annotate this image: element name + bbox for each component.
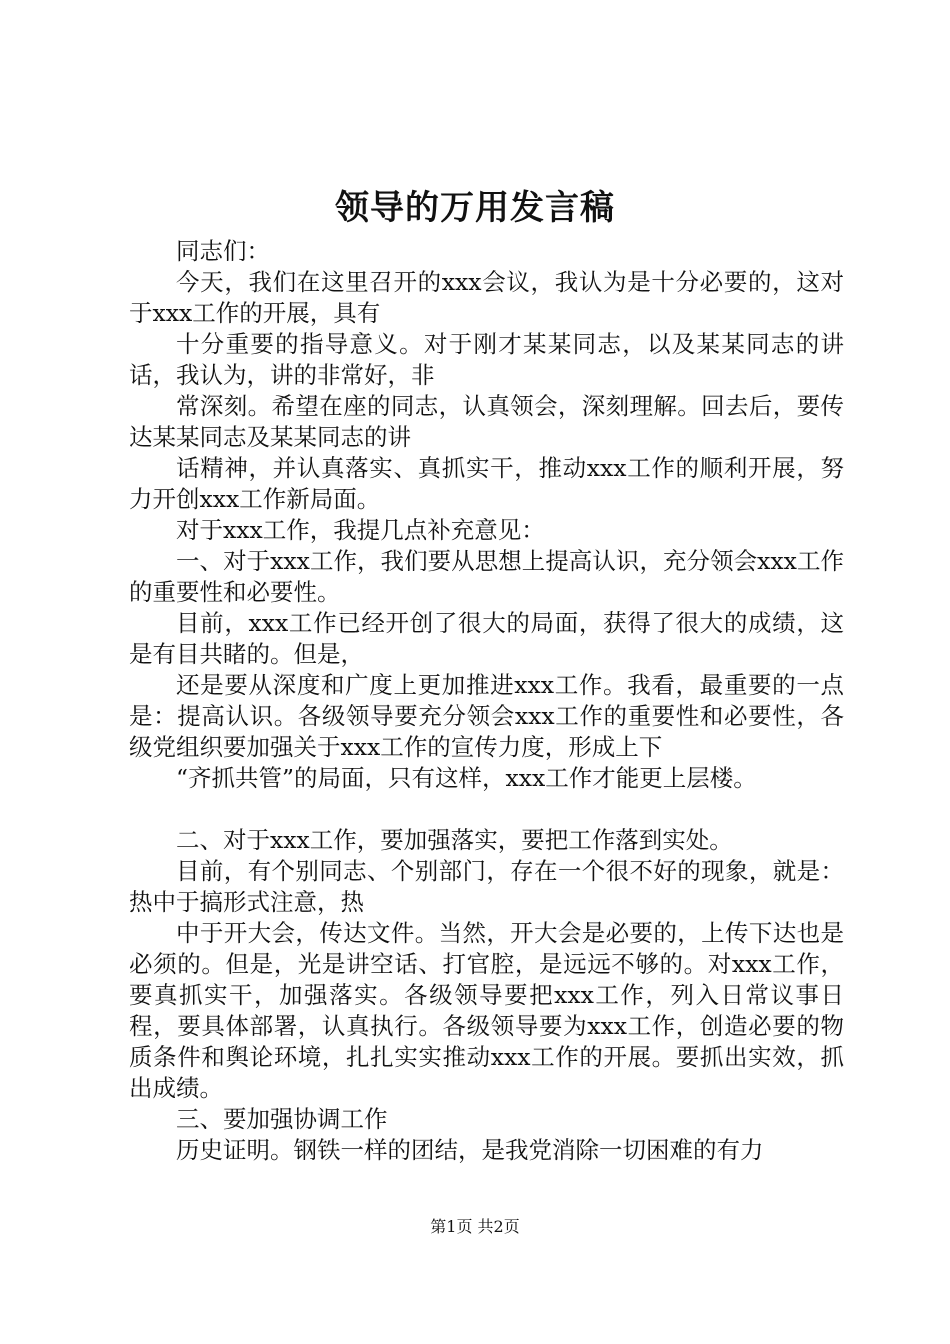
paragraph: 话精神，并认真落实、真抓实干，推动xxx工作的顺利开展，努力开创xxx工作新局面。 (129, 454, 844, 513)
paragraph: 历史证明。钢铁一样的团结，是我党消除一切困难的有力 (176, 1136, 764, 1164)
paragraph: 今天，我们在这里召开的xxx会议，我认为是十分必要的，这对于xxx工作的开展，具有 (129, 268, 844, 327)
paragraph: 一、对于xxx工作，我们要从思想上提高认识，充分领会xxx工作的重要性和必要性。 (129, 547, 844, 606)
document-body (129, 236, 844, 1166)
paragraph: 同志们： (176, 237, 270, 265)
section-heading: 二、对于xxx工作，要加强落实，要把工作落到实处。 (176, 826, 733, 854)
paragraph: 对于xxx工作，我提几点补充意见： (176, 516, 545, 544)
paragraph: 十分重要的指导意义。对于刚才某某同志，以及某某同志的讲话，我认为，讲的非常好，非 (129, 330, 844, 389)
page-footer: 第1页 共2页 (430, 1217, 520, 1236)
paragraph: 中于开大会，传达文件。当然，开大会是必要的，上传下达也是必须的。但是，光是讲空话、打官腔，是远远不够的。对xxx工作，要真抓实干，加强落实。各级领导要把xxx工作，列入日常议事日程，要具体部署，认真执行。各级领导要为xxx工作，创造必要的物质条件和舆论环境，扎扎实实推动xxx工作的开展。要抓出实效，抓出成绩。 (129, 919, 844, 1102)
paragraph: “齐抓共管”的局面，只有这样，xxx工作才能更上层楼。 (176, 764, 757, 792)
document-title: 领导的万用发言稿 (335, 188, 615, 228)
paragraph: 目前，有个别同志、个别部门，存在一个很不好的现象，就是：热中于搞形式注意，热 (129, 857, 844, 916)
paragraph: 还是要从深度和广度上更加推进xxx工作。我看，最重要的一点是：提高认识。各级领导要充分领会xxx工作的重要性和必要性，各级党组织要加强关于xxx工作的宣传力度，形成上下 (129, 671, 844, 761)
section-heading: 三、要加强协调工作 (176, 1105, 388, 1133)
paragraph: 常深刻。希望在座的同志，认真领会，深刻理解。回去后，要传达某某同志及某某同志的讲 (129, 392, 844, 451)
paragraph: 目前，xxx工作已经开创了很大的局面，获得了很大的成绩，这是有目共睹的。但是， (129, 609, 844, 668)
